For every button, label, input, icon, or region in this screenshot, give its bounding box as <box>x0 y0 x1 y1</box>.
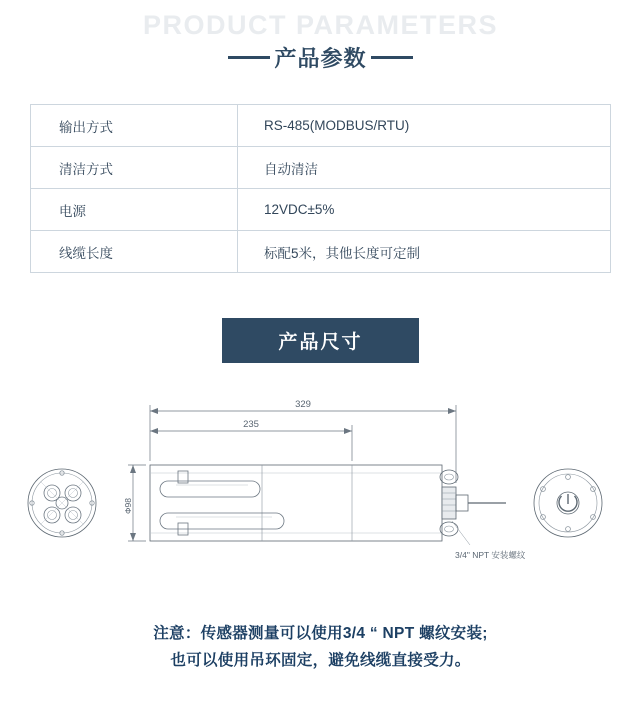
product-dimension-drawing <box>0 381 641 606</box>
sensor-body-side-view <box>150 465 442 541</box>
table-row <box>31 231 610 273</box>
page-title: 产品参数 <box>274 46 367 71</box>
title-dash-left <box>228 56 270 59</box>
spec-value: RS-485(MODBUS/RTU) <box>238 105 611 147</box>
spec-table-container <box>30 104 611 273</box>
watermark-text: PRODUCT PARAMETERS <box>142 10 498 40</box>
spec-key: 清洁方式 <box>31 147 238 189</box>
spec-table <box>31 105 610 273</box>
left-endcap-view <box>28 469 96 537</box>
spec-value: 12VDC±5% <box>238 189 611 231</box>
table-row <box>31 105 610 147</box>
right-endcap-view <box>534 469 602 537</box>
page-header <box>0 0 641 92</box>
footer-note <box>0 620 641 674</box>
drawing-svg <box>0 381 641 606</box>
spec-value: 标配5米，其他长度可定制 <box>238 231 611 273</box>
npt-thread-note: 3/4" NPT 安装螺纹 <box>455 550 526 560</box>
spec-key: 电源 <box>31 189 238 231</box>
banner-container <box>0 318 641 363</box>
dimension-total-label: 329 <box>295 399 311 410</box>
footer-note-line-1: 注意：传感器测量可以使用3/4 “ NPT 螺纹安装; <box>153 625 488 642</box>
spec-key: 输出方式 <box>31 105 238 147</box>
dimension-diameter-label: Ф98 <box>123 498 133 514</box>
spec-key: 线缆长度 <box>31 231 238 273</box>
section-banner: 产品尺寸 <box>222 318 419 363</box>
title-dash-right <box>371 56 413 59</box>
npt-thread-fitting <box>440 470 506 545</box>
footer-note-line-2: 也可以使用吊环固定，避免线缆直接受力。 <box>170 652 471 669</box>
spec-value: 自动清洁 <box>238 147 611 189</box>
table-row <box>31 189 610 231</box>
dimension-body-label: 235 <box>243 419 259 430</box>
section-title <box>0 42 641 73</box>
table-row <box>31 147 610 189</box>
